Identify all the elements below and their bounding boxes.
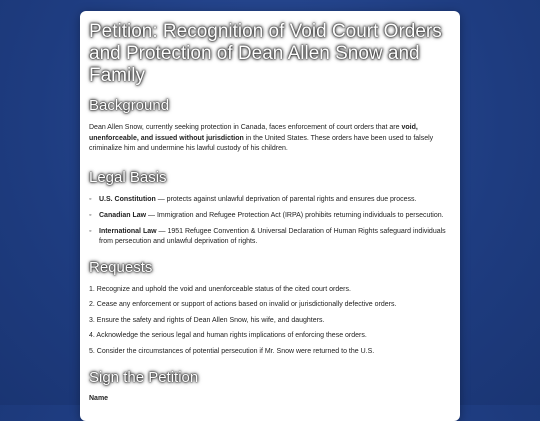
legal-basis-item-us-constitution bbox=[89, 195, 451, 205]
legal-basis-item-canadian-law bbox=[89, 211, 451, 221]
legal-basis-item-text: — Immigration and Refugee Protection Act (IRPA) prohibits returning individuals to persecution. bbox=[146, 211, 444, 219]
legal-basis-item-text: — protects against unlawful deprivation of parental rights and ensures due process. bbox=[155, 195, 417, 203]
background-text-part-1: Dean Allen Snow, currently seeking protection in Canada, faces enforcement of court orders that are bbox=[89, 124, 402, 131]
request-item: 4. Acknowledge the serious legal and human rights implications of enforcing these orders. bbox=[89, 332, 367, 339]
sign-petition-heading: Sign the Petition bbox=[89, 368, 199, 386]
background-text bbox=[89, 123, 451, 155]
legal-basis-item-title: International Law bbox=[99, 227, 157, 235]
background-text-part-2: in the United States. These orders have been used to falsely criminalize him and undermine his lawful custody of his children. bbox=[89, 134, 434, 152]
request-item: 1. Recognize and uphold the void and unenforceable status of the cited court orders. bbox=[89, 285, 351, 293]
background-text-bold: void, unenforceable, and issued without jurisdiction bbox=[89, 124, 418, 142]
requests-list bbox=[89, 285, 451, 357]
legal-basis-list bbox=[89, 195, 451, 247]
bullet-icon: ◦ bbox=[89, 211, 92, 219]
legal-basis-item-title: U.S. Constitution bbox=[99, 195, 156, 203]
request-item: 5. Consider the circumstances of potential persecution if Mr. Snow were returned to the U.S. bbox=[89, 347, 375, 355]
legal-basis-item-international-law bbox=[89, 227, 451, 247]
petition-card bbox=[80, 11, 460, 421]
page-title: Petition: Recognition of Void Court Orders and Protection of Dean Allen Snow and Family bbox=[89, 21, 442, 86]
background-heading: Background bbox=[89, 97, 170, 114]
legal-basis-item-text: — 1951 Refugee Convention & Universal Declaration of Human Rights safeguard individuals from persecution and unlawful deprivation of rights. bbox=[99, 227, 446, 245]
legal-basis-heading: Legal Basis bbox=[89, 168, 167, 186]
request-item: 2. Cease any enforcement or support of actions based on invalid or jurisdictionally defective orders. bbox=[89, 301, 397, 308]
legal-basis-item-title: Canadian Law bbox=[99, 211, 147, 219]
bullet-icon: ◦ bbox=[89, 195, 92, 203]
requests-heading: Requests bbox=[89, 258, 153, 276]
request-item: 3. Ensure the safety and rights of Dean Allen Snow, his wife, and daughters. bbox=[89, 316, 325, 324]
bullet-icon: ◦ bbox=[89, 227, 92, 235]
name-field-label: Name bbox=[89, 394, 109, 402]
